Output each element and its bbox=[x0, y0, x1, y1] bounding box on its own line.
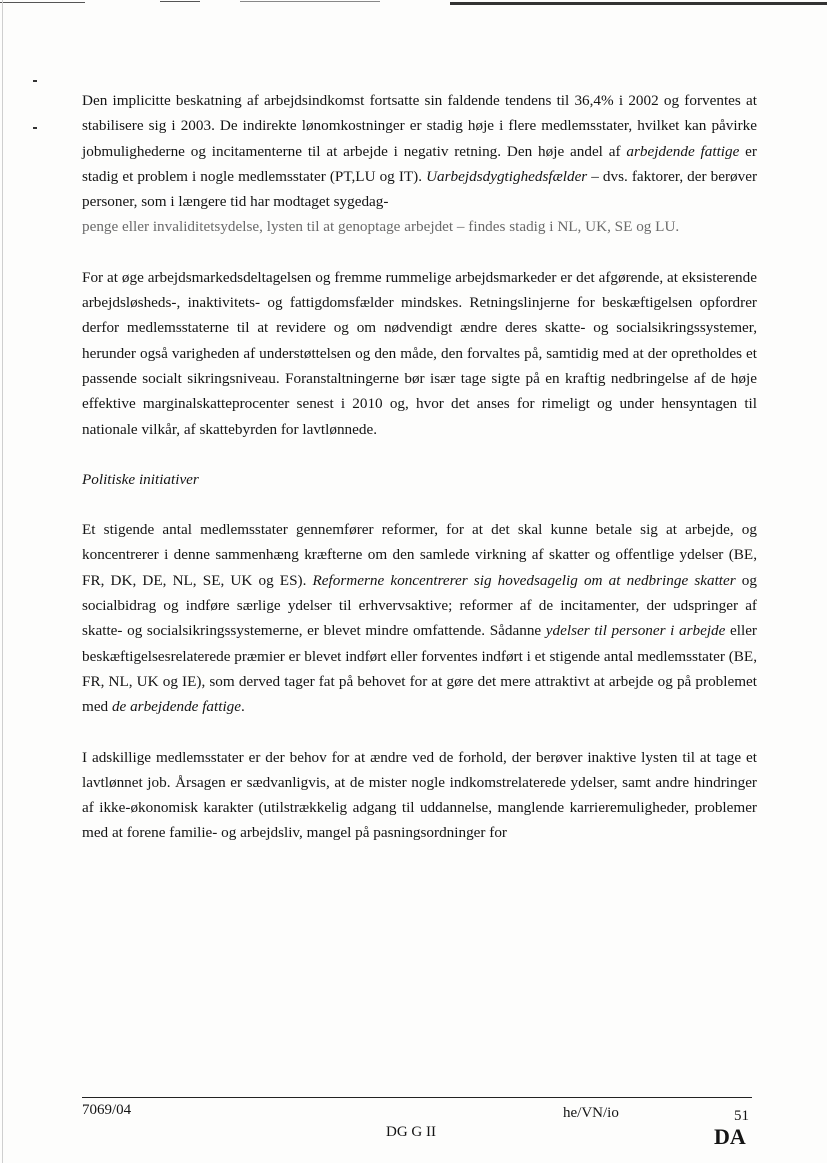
paragraph-3 bbox=[82, 517, 757, 719]
text-run: og socialbidrag og indføre særlige ydelser til erhvervsaktive; reformer af de incitamenter, der udspringer af skatte- og socialsikringssystemerne, er blevet mindre omfattende. Sådanne bbox=[82, 571, 757, 640]
scan-top-edge bbox=[0, 0, 827, 8]
emphasis: ydelser til personer i arbejde bbox=[545, 622, 726, 640]
paragraph-1 bbox=[82, 88, 757, 214]
text-run: eller beskæftigelsesrelaterede præmier er blevet indført eller forventes indført i et stigende antal medlemsstater (BE, FR, NL, UK og IE), som derved tager fat på behovet for at gøre det mere attraktivt at arbejde og på problemet med bbox=[82, 622, 757, 716]
language-code: DA bbox=[714, 1124, 746, 1149]
section-heading: Politiske initiativer bbox=[82, 470, 199, 488]
text-run: – dvs. faktorer, der berøver personer, som i længere tid har modtaget sygedag- bbox=[82, 167, 758, 211]
scan-mark bbox=[33, 127, 37, 129]
paragraph-2: For at øge arbejdsmarkedsdeltagelsen og fremme rummelige arbejdsmarkeder er det afgørende, at eksisterende arbejdsløsheds-, inaktivitets- og fattigdomsfælder mindskes. Retningslinjerne for beskæftigelsen opfordrer derfor medlemsstaterne til at revidere og om nødvendigt ændre deres skatte- og socialsikringssystemer, herunder også varigheden af understøttelsen og den måde, den forvaltes på, samtidig med at der opretholdes et passende socialt sikringsniveau. Foranstaltningerne bør især tage sigte på en kraftig nedbringelse af de høje effektive marginalskatteprocenter senest i 2010 og, hvor det anses for rimeligt og under hensyntagen til nationale vilkår, af skattebyrden for lavtlønnede. bbox=[82, 268, 757, 438]
text-run: Den implicitte beskatning af arbejdsindkomst fortsatte sin faldende tendens til 36,4% i 2002 og forventes at stabilisere sig i 2003. De indirekte lønomkostninger er stadig høje i flere medlemsstater, hvilket kan påvirke jobmulighederne og incitamenterne til at arbejde i negativ retning. Den høje andel af bbox=[82, 92, 757, 160]
paragraph-1-faded-line: penge eller invaliditetsydelse, lysten til at genoptage arbejdet – findes stadig i NL, UK, SE og LU. bbox=[82, 218, 680, 236]
emphasis: Uarbejdsdygtighedsfælder bbox=[426, 167, 588, 185]
scan-mark bbox=[33, 80, 37, 82]
emphasis: de arbejdende fattige bbox=[111, 698, 242, 716]
text-run: . bbox=[241, 698, 245, 716]
page-number: 51 bbox=[734, 1108, 749, 1124]
paragraph-4: I adskillige medlemsstater er der behov for at ændre ved de forhold, der berøver inaktive lysten til at tage et lavtlønnet job. Årsagen er sædvanligvis, at de mister nogle indkomstrelaterede ydelser, samt andre hindringer af ikke-økonomisk karakter (utilstrækkelig adgang til uddannelse, manglende karrieremuligheder, problemer med at forene familie- og arbejdsliv, mangel på pasningsordninger for bbox=[82, 748, 757, 842]
department-code: DG G II bbox=[386, 1124, 436, 1140]
document-code: 7069/04 bbox=[82, 1102, 132, 1118]
scan-left-edge bbox=[2, 0, 3, 1163]
text-run: er stadig et problem i nogle medlemsstater (PT,LU og IT). bbox=[82, 142, 757, 185]
footer-rule bbox=[82, 1097, 752, 1098]
emphasis: Reformerne koncentrerer sig hovedsagelig om at nedbringe skatter bbox=[312, 571, 736, 589]
text-run: Et stigende antal medlemsstater gennemfører reformer, for at det skal kunne betale sig at arbejde, og koncentrerer i denne sammenhæng kræfterne om den samlede virkning af skatter og offentlige ydelser (BE, FR, DK, DE, NL, SE, UK og ES). bbox=[82, 521, 757, 589]
document-body bbox=[82, 88, 757, 846]
emphasis: arbejdende fattige bbox=[626, 142, 740, 160]
author-initials: he/VN/io bbox=[563, 1105, 619, 1121]
